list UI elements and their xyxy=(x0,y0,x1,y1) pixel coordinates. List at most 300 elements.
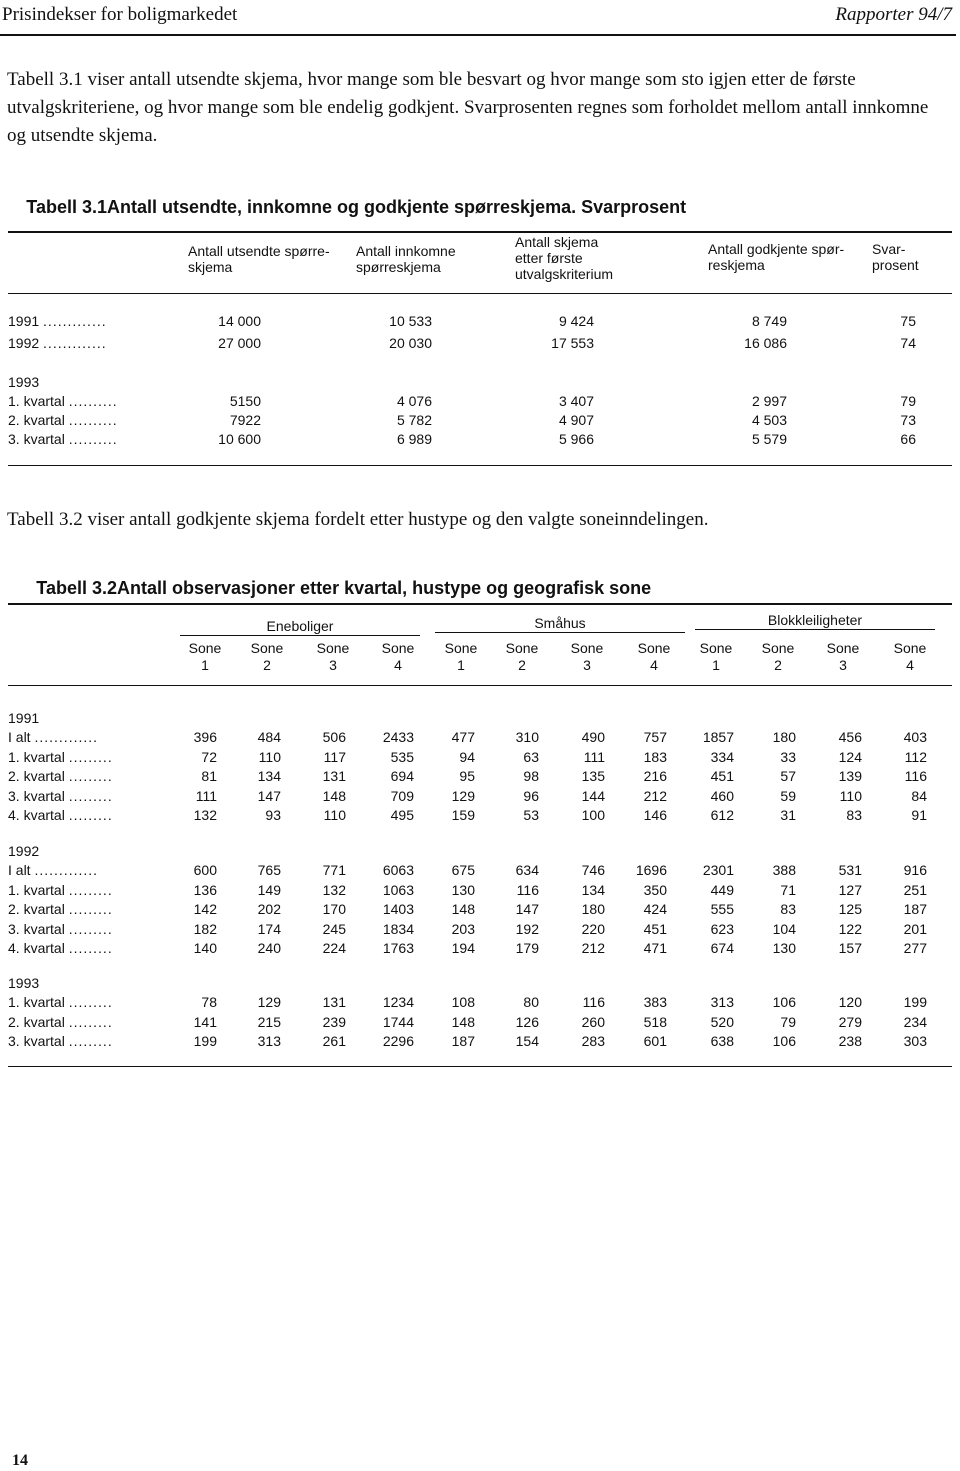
table2-cell: 111 xyxy=(195,787,217,804)
table2-cell: 126 xyxy=(515,1013,539,1030)
row-label-text: 4. kvartal xyxy=(8,940,65,956)
table1-header-rule xyxy=(8,293,952,294)
zone-number: 2 xyxy=(263,657,271,673)
table2-cell: 131 xyxy=(322,768,346,784)
zone-word: Sone xyxy=(381,640,415,656)
table2-cell: 132 xyxy=(193,807,217,823)
table2-cell: 490 xyxy=(581,729,605,745)
table2-cell: 108 xyxy=(451,994,475,1010)
zone-word: Sone xyxy=(505,640,539,656)
table2-cell: 93 xyxy=(265,807,281,823)
zone-word: Sone xyxy=(570,640,604,656)
table1-cell: 27 000 xyxy=(218,335,261,351)
table2-cell: 140 xyxy=(193,940,217,956)
table2-cell: 1763 xyxy=(382,940,414,956)
table2-row-label xyxy=(8,882,113,898)
row-label-text: 2. kvartal xyxy=(8,412,65,428)
zone-word: Sone xyxy=(637,640,671,656)
leader-dots: ......... xyxy=(68,748,113,765)
table2-cell: 506 xyxy=(322,729,346,745)
table1-bottom-rule xyxy=(8,465,952,466)
table2-cell: 96 xyxy=(523,787,539,804)
row-label-text: 3. kvartal xyxy=(8,920,65,937)
table2-cell: 283 xyxy=(581,1033,605,1049)
table1-cell: 5 579 xyxy=(751,431,787,447)
table2-cell: 159 xyxy=(451,807,475,823)
table2-row-label xyxy=(8,862,98,878)
table2-cell: 180 xyxy=(581,901,605,917)
table1-cell: 75 xyxy=(900,313,916,329)
table2-cell: 111 xyxy=(583,748,605,765)
table2-cell: 130 xyxy=(451,881,475,898)
row-label-text: 1. kvartal xyxy=(8,994,65,1010)
leader-dots: ............. xyxy=(43,335,107,351)
table2-cell: 147 xyxy=(515,901,539,917)
table2-cell: 199 xyxy=(193,1033,217,1049)
table2-cell: 194 xyxy=(451,940,475,956)
table2-cell: 201 xyxy=(903,920,927,937)
table1-cell: 2 997 xyxy=(751,393,787,409)
table1-header-response-rate: Svar-prosent xyxy=(872,241,919,273)
table2-row-label xyxy=(8,807,113,823)
table2-cell: 149 xyxy=(257,881,281,898)
table2-cell: 57 xyxy=(780,768,796,784)
leader-dots: ......... xyxy=(68,940,113,956)
table2-cell: 601 xyxy=(643,1033,667,1049)
leader-dots: ......... xyxy=(68,994,113,1010)
table2-cell: 147 xyxy=(257,787,281,804)
table1-cell: 20 030 xyxy=(389,335,432,351)
table2-cell: 100 xyxy=(581,807,605,823)
table2-cell: 383 xyxy=(643,994,667,1010)
table2-cell: 471 xyxy=(643,940,667,956)
table2-cell: 396 xyxy=(193,729,217,745)
zone-number: 3 xyxy=(583,657,591,673)
table1-caption xyxy=(7,197,686,218)
zone-number: 4 xyxy=(394,657,402,673)
zone-number: 1 xyxy=(201,657,209,673)
intro-paragraph-2: Tabell 3.2 viser antall godkjente skjema fordelt etter hustype og den valgte soneinndelingen. xyxy=(7,509,709,530)
leader-dots: ......... xyxy=(68,1013,113,1030)
table2-row-label xyxy=(8,940,113,956)
table1-cell: 17 553 xyxy=(551,335,594,351)
table2-cell: 116 xyxy=(904,768,927,784)
table1-cell: 5150 xyxy=(229,393,261,409)
table2-cell: 495 xyxy=(390,807,414,823)
table1-title: Antall utsendte, innkomne og godkjente spørreskjema. Svarprosent xyxy=(107,197,687,217)
table2-cell: 129 xyxy=(257,994,281,1010)
table2-cell: 240 xyxy=(257,940,281,956)
row-label-text: 2. kvartal xyxy=(8,901,65,917)
table2-cell: 182 xyxy=(193,920,217,937)
group-header-eneboliger: Eneboliger xyxy=(180,618,420,636)
leader-dots: ......... xyxy=(68,807,113,823)
table2-header-rule xyxy=(8,685,952,686)
table2-cell: 124 xyxy=(838,748,862,765)
table2-cell: 771 xyxy=(322,862,346,878)
table2-cell: 449 xyxy=(710,881,734,898)
table2-cell: 238 xyxy=(838,1033,862,1049)
table2-year-heading: 1991 xyxy=(8,710,40,726)
table2-cell: 84 xyxy=(911,787,927,804)
table2-cell: 116 xyxy=(516,881,539,898)
table2-cell: 1696 xyxy=(635,862,667,878)
row-label-text: 3. kvartal xyxy=(8,1033,65,1049)
table2-cell: 83 xyxy=(846,807,862,823)
header-rule xyxy=(0,34,956,36)
table2-cell: 535 xyxy=(390,748,414,765)
table2-cell: 106 xyxy=(772,994,796,1010)
table2-cell: 139 xyxy=(838,768,862,784)
table1-cell: 4 076 xyxy=(396,393,432,409)
zone-header xyxy=(626,640,682,674)
zone-header xyxy=(494,640,550,674)
row-label-text: 1993 xyxy=(8,374,40,390)
table1-cell: 10 533 xyxy=(389,313,432,329)
header-title: Prisindekser for boligmarkedet xyxy=(2,4,238,25)
group-header-blokkleiligheter: Blokkleiligheter xyxy=(695,612,935,630)
table2-cell: 313 xyxy=(257,1033,281,1049)
table2-row-label xyxy=(8,1033,113,1049)
table1-cell: 5 782 xyxy=(396,412,432,428)
table2-cell: 484 xyxy=(257,729,281,745)
intro-paragraph-1: Tabell 3.1 viser antall utsendte skjema, hvor mange som ble besvart og hvor mange som sto igjen etter de første utvalgskriteriene, og hvor mange som ble endelig godkjent. Svarprosenten regnes som forholdet mellom antall innkomne og utsendte skjema. xyxy=(7,69,929,146)
table2-cell: 1744 xyxy=(382,1013,414,1030)
table2-cell: 6063 xyxy=(382,862,414,878)
table2-cell: 144 xyxy=(581,787,605,804)
table2-cell: 403 xyxy=(903,729,927,745)
table2-cell: 634 xyxy=(515,862,539,878)
header-report-id: Rapporter 94/7 xyxy=(835,4,952,25)
table2-cell: 203 xyxy=(451,920,475,937)
leader-dots: ......... xyxy=(68,901,113,917)
zone-header xyxy=(433,640,489,674)
table2-row-label xyxy=(8,788,113,804)
table2-cell: 59 xyxy=(780,787,796,804)
table2-cell: 31 xyxy=(780,807,796,823)
table2-cell: 638 xyxy=(710,1033,734,1049)
table1-cell: 4 503 xyxy=(751,412,787,428)
table2-cell: 199 xyxy=(903,994,927,1010)
table2-cell: 79 xyxy=(780,1013,796,1030)
table2-cell: 531 xyxy=(838,862,862,878)
row-label-text: 1. kvartal xyxy=(8,748,65,765)
table1-cell: 79 xyxy=(900,393,916,409)
table1-cell: 9 424 xyxy=(558,313,594,329)
table2-cell: 127 xyxy=(838,881,862,898)
row-label-text: 4. kvartal xyxy=(8,807,65,823)
table2-cell: 555 xyxy=(710,901,734,917)
table2-cell: 260 xyxy=(581,1013,605,1030)
zone-number: 4 xyxy=(650,657,658,673)
table2-caption xyxy=(7,578,651,599)
row-label-text: 1. kvartal xyxy=(8,881,65,898)
zone-number: 4 xyxy=(906,657,914,673)
table2-cell: 709 xyxy=(390,787,414,804)
zone-header xyxy=(239,640,295,674)
table2-cell: 215 xyxy=(257,1013,281,1030)
table2-cell: 146 xyxy=(643,807,667,823)
table2-row-label xyxy=(8,729,98,745)
table2-cell: 757 xyxy=(643,729,667,745)
table1-cell: 4 907 xyxy=(558,412,594,428)
table2-cell: 2433 xyxy=(382,729,414,745)
group-header-smahus: Småhus xyxy=(435,615,685,633)
row-label-text: 3. kvartal xyxy=(8,431,65,447)
table2-cell: 141 xyxy=(193,1013,217,1030)
table2-cell: 134 xyxy=(257,768,281,784)
table2-cell: 674 xyxy=(710,940,734,956)
leader-dots: ......... xyxy=(68,881,113,898)
table2-top-rule xyxy=(8,603,952,605)
leader-dots: .......... xyxy=(68,431,118,447)
table1-row-label xyxy=(8,313,107,329)
table2-cell: 477 xyxy=(451,729,475,745)
leader-dots: ......... xyxy=(68,768,113,784)
table2-cell: 310 xyxy=(515,729,539,745)
row-label-text: 1. kvartal xyxy=(8,393,65,409)
table2-cell: 1234 xyxy=(382,994,414,1010)
table2-cell: 187 xyxy=(903,901,927,917)
zone-header xyxy=(688,640,744,674)
leader-dots: ......... xyxy=(68,1033,113,1049)
table1-number: Tabell 3.1 xyxy=(26,197,107,217)
table2-cell: 78 xyxy=(201,994,217,1010)
table2-cell: 117 xyxy=(323,748,346,765)
table2-row-label xyxy=(8,749,113,765)
table2-cell: 451 xyxy=(710,768,734,784)
table2-cell: 245 xyxy=(322,920,346,937)
zone-word: Sone xyxy=(826,640,860,656)
row-label-text: I alt xyxy=(8,729,31,745)
table2-cell: 125 xyxy=(838,901,862,917)
zone-number: 2 xyxy=(518,657,526,673)
leader-dots: ............. xyxy=(34,729,99,745)
table1-row-label xyxy=(8,374,39,390)
table2-cell: 154 xyxy=(515,1033,539,1049)
zone-header xyxy=(750,640,806,674)
zone-number: 2 xyxy=(774,657,782,673)
table2-cell: 116 xyxy=(582,994,605,1010)
table2-cell: 98 xyxy=(523,768,539,784)
table2-cell: 234 xyxy=(903,1013,927,1030)
table2-cell: 136 xyxy=(193,881,217,898)
table1-header-approved: Antall godkjente spør-reskjema xyxy=(708,241,845,273)
zone-word: Sone xyxy=(761,640,795,656)
table2-cell: 612 xyxy=(710,807,734,823)
table2-cell: 212 xyxy=(643,787,667,804)
row-label-text: 1992 xyxy=(8,335,40,351)
page-number: 14 xyxy=(12,1452,28,1469)
table1-cell: 74 xyxy=(900,335,916,351)
table1-cell: 14 000 xyxy=(218,313,261,329)
table2-year-heading: 1993 xyxy=(8,975,40,991)
table2-cell: 135 xyxy=(581,768,605,784)
table2-cell: 520 xyxy=(710,1013,734,1030)
table2-cell: 81 xyxy=(201,768,217,784)
zone-number: 3 xyxy=(839,657,847,673)
table2-cell: 916 xyxy=(903,862,927,878)
table2-cell: 148 xyxy=(322,787,346,804)
row-label-text: 2. kvartal xyxy=(8,768,65,784)
table2-cell: 94 xyxy=(459,748,475,765)
table2-row-label xyxy=(8,1014,113,1030)
table2-cell: 83 xyxy=(780,901,796,917)
table2-cell: 131 xyxy=(322,994,346,1010)
table2-cell: 142 xyxy=(193,901,217,917)
zone-header xyxy=(882,640,938,674)
table2-cell: 148 xyxy=(451,1013,475,1030)
table2-cell: 130 xyxy=(772,940,796,956)
zone-word: Sone xyxy=(188,640,222,656)
leader-dots: ......... xyxy=(68,920,113,937)
table2-cell: 132 xyxy=(322,881,346,898)
table2-cell: 1857 xyxy=(702,729,734,745)
table2-number: Tabell 3.2 xyxy=(36,578,117,598)
table2-cell: 91 xyxy=(911,807,927,823)
table1-header-first-criterion: Antall skjema etter første utvalgskriterium xyxy=(515,234,614,282)
table2-cell: 460 xyxy=(710,787,734,804)
table2-cell: 95 xyxy=(459,768,475,784)
table2-cell: 334 xyxy=(710,748,734,765)
table2-cell: 110 xyxy=(323,807,346,823)
leader-dots: ......... xyxy=(68,787,113,804)
row-label-text: I alt xyxy=(8,862,31,878)
table2-row-label xyxy=(8,901,113,917)
table2-title: Antall observasjoner etter kvartal, hustype og geografisk sone xyxy=(117,578,652,598)
table2-cell: 1063 xyxy=(382,881,414,898)
table2-cell: 63 xyxy=(523,748,539,765)
row-label-text: 1991 xyxy=(8,313,40,329)
table2-cell: 80 xyxy=(523,994,539,1010)
table2-cell: 675 xyxy=(451,862,475,878)
table2-cell: 104 xyxy=(772,920,796,937)
table1-header-sent: Antall utsendte spørre-skjema xyxy=(188,243,330,275)
zone-header xyxy=(559,640,615,674)
table2-cell: 187 xyxy=(451,1033,475,1049)
table2-row-label xyxy=(8,768,113,784)
table2-cell: 279 xyxy=(838,1013,862,1030)
table1-cell: 5 966 xyxy=(558,431,594,447)
table2-cell: 261 xyxy=(322,1033,346,1049)
zone-header xyxy=(305,640,361,674)
table2-cell: 170 xyxy=(322,901,346,917)
zone-word: Sone xyxy=(699,640,733,656)
table2-cell: 251 xyxy=(903,881,927,898)
table1-top-rule xyxy=(8,231,952,233)
leader-dots: .......... xyxy=(68,393,118,409)
leader-dots: .......... xyxy=(68,412,118,428)
table2-cell: 2301 xyxy=(702,862,734,878)
page-header xyxy=(0,4,960,28)
table2-cell: 220 xyxy=(581,920,605,937)
table2-row-label xyxy=(8,921,113,937)
table2-cell: 424 xyxy=(643,901,667,917)
table2-bottom-rule xyxy=(8,1066,952,1067)
table2-cell: 2296 xyxy=(382,1033,414,1049)
leader-dots: ............. xyxy=(43,313,107,329)
table2-cell: 456 xyxy=(838,729,862,745)
table2-cell: 110 xyxy=(258,748,281,765)
table2-cell: 157 xyxy=(838,940,862,956)
table1-cell: 6 989 xyxy=(396,431,432,447)
table1-row-label xyxy=(8,393,118,409)
table2-cell: 224 xyxy=(322,940,346,956)
table2-cell: 134 xyxy=(581,881,605,898)
table2-cell: 183 xyxy=(643,748,667,765)
zone-header xyxy=(370,640,426,674)
table1-cell: 8 749 xyxy=(751,313,787,329)
table1-cell: 73 xyxy=(900,412,916,428)
table2-cell: 122 xyxy=(838,920,862,937)
table2-cell: 350 xyxy=(643,881,667,898)
table1-row-label xyxy=(8,412,118,428)
table2-cell: 174 xyxy=(257,920,281,937)
table2-cell: 694 xyxy=(390,768,414,784)
table2-cell: 72 xyxy=(201,748,217,765)
table2-cell: 71 xyxy=(780,881,796,898)
table2-cell: 388 xyxy=(772,862,796,878)
zone-header xyxy=(815,640,871,674)
table2-cell: 303 xyxy=(903,1033,927,1049)
zone-word: Sone xyxy=(316,640,350,656)
zone-header xyxy=(177,640,233,674)
table2-row-label xyxy=(8,994,113,1010)
table1-cell: 10 600 xyxy=(218,431,261,447)
table2-year-heading: 1992 xyxy=(8,843,40,859)
table2-cell: 1403 xyxy=(382,901,414,917)
row-label-text: 3. kvartal xyxy=(8,787,65,804)
zone-number: 1 xyxy=(712,657,720,673)
table1-row-label xyxy=(8,335,107,351)
table1-cell: 66 xyxy=(900,431,916,447)
table2-cell: 1834 xyxy=(382,920,414,937)
table2-cell: 623 xyxy=(710,920,734,937)
table1-header-received: Antall innkomne spørreskjema xyxy=(356,243,456,275)
zone-word: Sone xyxy=(893,640,927,656)
table2-cell: 518 xyxy=(643,1013,667,1030)
zone-number: 3 xyxy=(329,657,337,673)
table2-cell: 179 xyxy=(515,940,539,956)
leader-dots: ............. xyxy=(34,862,99,878)
table2-cell: 216 xyxy=(643,768,667,784)
table2-cell: 112 xyxy=(904,748,927,765)
row-label-text: 2. kvartal xyxy=(8,1013,65,1030)
table2-cell: 212 xyxy=(581,940,605,956)
table2-cell: 765 xyxy=(257,862,281,878)
table1-cell: 3 407 xyxy=(558,393,594,409)
table1-cell: 7922 xyxy=(229,412,261,428)
table2-cell: 180 xyxy=(772,729,796,745)
table2-cell: 110 xyxy=(839,787,862,804)
table2-cell: 129 xyxy=(451,787,475,804)
table2-cell: 451 xyxy=(643,920,667,937)
table2-cell: 313 xyxy=(710,994,734,1010)
zone-word: Sone xyxy=(250,640,284,656)
table2-cell: 148 xyxy=(451,901,475,917)
table2-cell: 120 xyxy=(838,994,862,1010)
table1-cell: 16 086 xyxy=(744,335,787,351)
table2-cell: 33 xyxy=(780,748,796,765)
table1-row-label xyxy=(8,431,118,447)
table2-cell: 239 xyxy=(322,1013,346,1030)
table2-cell: 192 xyxy=(515,920,539,937)
table2-cell: 53 xyxy=(523,807,539,823)
table2-cell: 202 xyxy=(257,901,281,917)
zone-number: 1 xyxy=(457,657,465,673)
table2-cell: 106 xyxy=(772,1033,796,1049)
table2-cell: 277 xyxy=(903,940,927,956)
